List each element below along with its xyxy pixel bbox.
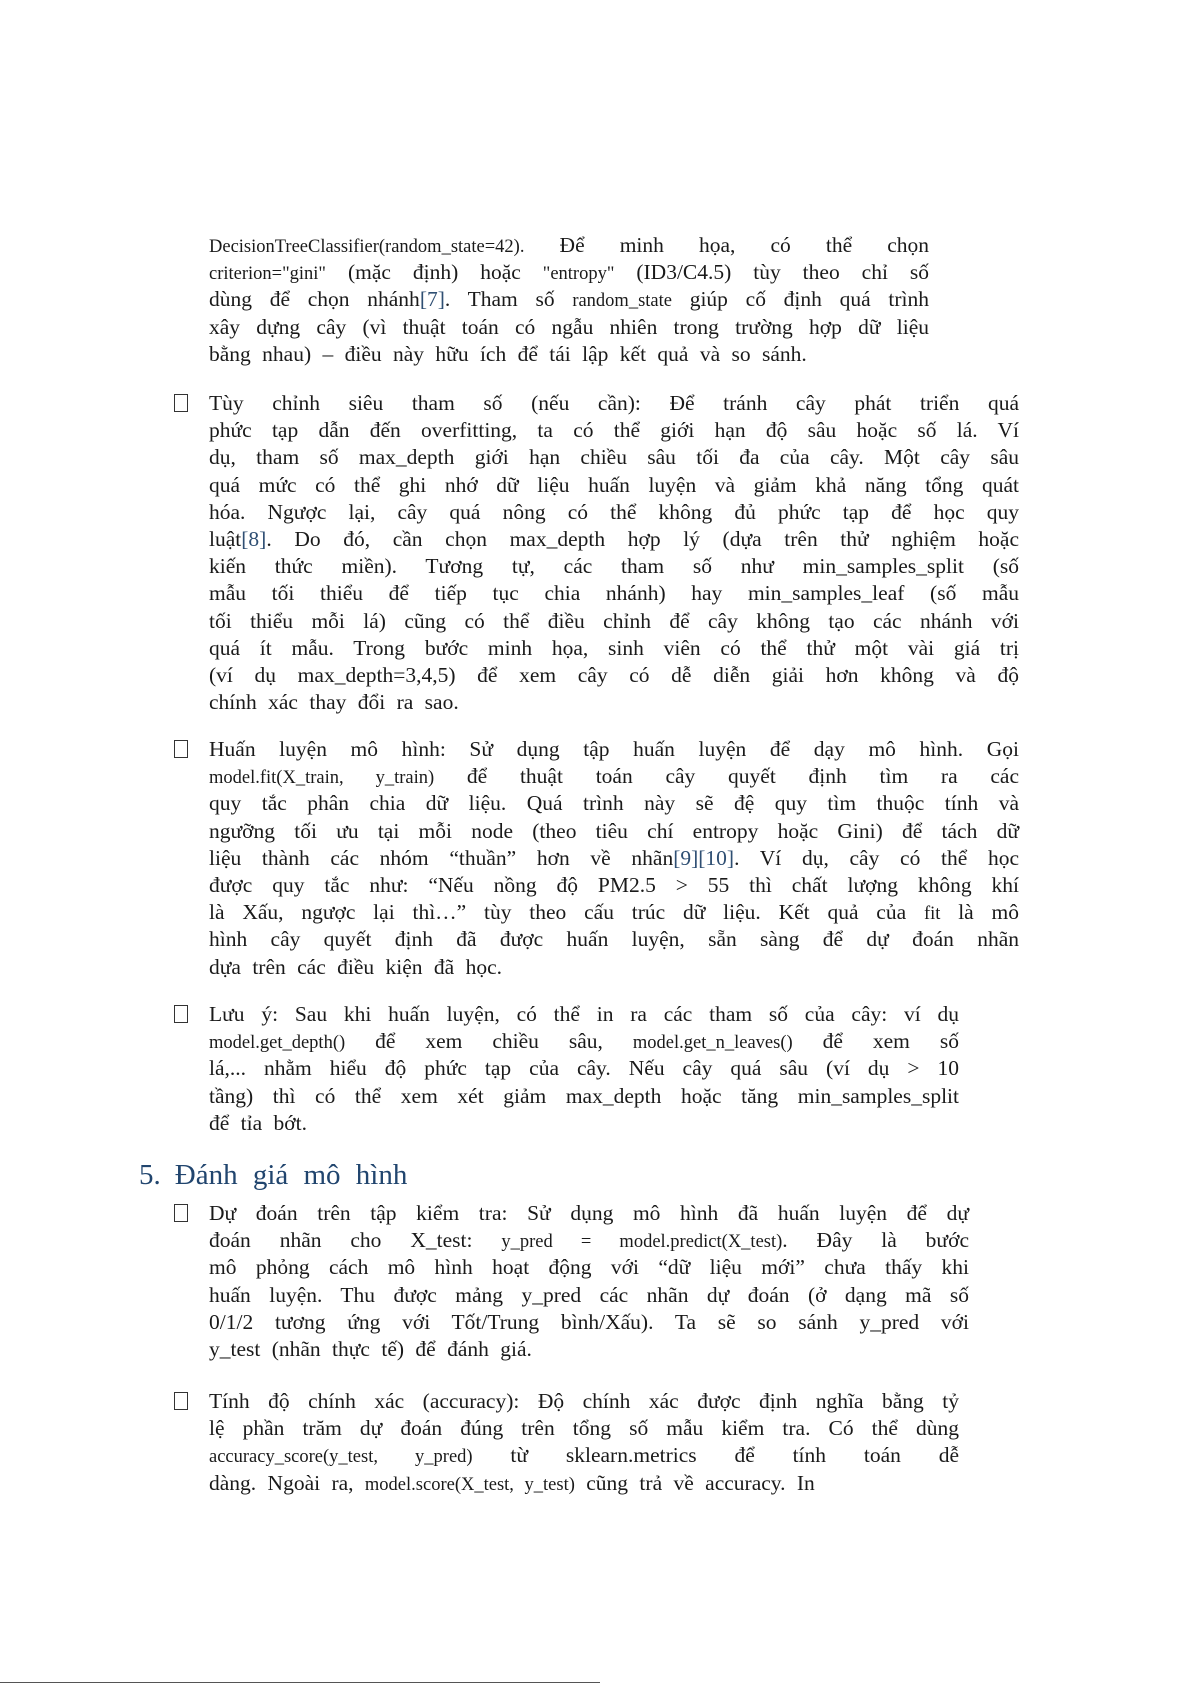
inline-code: model.get_n_leaves() — [632, 1033, 793, 1054]
text-line — [209, 1336, 969, 1363]
citation-link[interactable]: [9][10] — [673, 845, 735, 870]
text-line — [209, 341, 929, 368]
inline-code: model.score(X_test, y_test) — [364, 1474, 575, 1495]
text-line — [209, 390, 1019, 417]
bullet-marker-icon — [174, 1392, 188, 1410]
text-run: quy tắc phân chia dữ liệu. Quá trình này sẽ đệ quy tìm thuộc tính và — [209, 791, 1019, 816]
inline-code: criterion="gini" — [209, 264, 326, 285]
text-run: . Tham số — [444, 287, 573, 312]
inline-code: "entropy" — [542, 264, 615, 285]
text-run: để thuật toán cây quyết định tìm ra các — [434, 764, 1020, 789]
text-line — [209, 1309, 969, 1336]
text-run: y_test (nhãn thực tế) để đánh giá. — [209, 1336, 532, 1361]
text-line — [209, 954, 1019, 981]
text-line — [209, 580, 1019, 607]
text-run: . Đây là bước — [782, 1228, 969, 1253]
text-run: Dự đoán trên tập kiểm tra: Sử dụng mô hình đã huấn luyện để dự — [209, 1201, 969, 1225]
text-line — [209, 662, 1019, 689]
inline-code: accuracy_score(y_test, y_pred) — [209, 1447, 473, 1468]
text-line — [209, 608, 1019, 635]
text-run: phức tạp dẫn đến overfitting, ta có thể giới hạn độ sâu hoặc số lá. Ví — [209, 418, 1019, 443]
text-line — [209, 232, 929, 259]
text-run: tối thiểu mỗi lá) cũng có thể điều chỉnh để cây không tạo các nhánh với — [209, 608, 1019, 633]
section-number: 5. — [139, 1159, 161, 1191]
text-run: (ID3/C4.5) tùy theo chỉ số — [614, 260, 929, 285]
text-line — [209, 553, 1019, 580]
text-run: Huấn luyện mô hình: Sử dụng tập huấn luyện để dạy mô hình. Gọi — [209, 737, 1019, 761]
text-line — [209, 1110, 959, 1137]
text-run: luật — [209, 526, 242, 551]
text-line — [209, 1227, 969, 1254]
text-line — [209, 286, 929, 313]
text-run: lá,... nhằm hiểu độ phức tạp của cây. Nếu cây quá sâu (ví dụ > 10 — [209, 1056, 959, 1081]
text-run: quá mức có thể ghi nhớ dữ liệu huấn luyện và giảm khả năng tổng quát — [209, 472, 1019, 497]
paragraph-accuracy — [209, 1388, 959, 1497]
text-run: giúp cố định quá trình — [671, 287, 929, 312]
text-line — [209, 736, 1019, 763]
paragraph-note — [209, 1001, 959, 1137]
text-line — [209, 1442, 959, 1469]
text-run: Lưu ý: Sau khi huấn luyện, có thể in ra các tham số của cây: ví dụ — [209, 1002, 959, 1026]
text-line — [209, 926, 1019, 953]
text-line — [209, 689, 1019, 716]
text-line — [209, 635, 1019, 662]
text-run: liệu thành các nhóm “thuần” hơn về nhãn — [209, 845, 674, 870]
text-run: bằng nhau) – điều này hữu ích để tái lập kết quả và so sánh. — [209, 341, 807, 366]
text-run: tầng) thì có thể xem xét giảm max_depth hoặc tăng min_samples_split — [209, 1083, 959, 1108]
text-line — [209, 526, 1019, 553]
text-run: Tính độ chính xác (accuracy): Độ chính xác được định nghĩa bằng tỷ — [209, 1389, 959, 1413]
text-run: là Xấu, ngược lại thì…” tùy theo cấu trúc dữ liệu. Kết quả của — [209, 900, 924, 925]
text-line — [209, 472, 1019, 499]
text-run: lệ phần trăm dự đoán đúng trên tổng số mẫu kiểm tra. Có thể dùng — [209, 1416, 959, 1441]
bullet-marker-icon — [174, 1005, 188, 1023]
text-line — [209, 1415, 959, 1442]
inline-code: random_state — [572, 291, 672, 312]
text-run: dựa trên các điều kiện đã học. — [209, 954, 502, 979]
text-line — [209, 417, 1019, 444]
text-line — [209, 444, 1019, 471]
text-run: Để minh họa, có thể chọn — [524, 233, 929, 257]
text-run: mẫu tối thiểu để tiếp tục chia nhánh) hay min_samples_leaf (số mẫu — [209, 581, 1019, 606]
text-line — [209, 499, 1019, 526]
bullet-marker-icon — [174, 1204, 188, 1222]
text-line — [209, 845, 1019, 872]
text-line — [209, 790, 1019, 817]
text-run: quá ít mẫu. Trong bước minh họa, sinh viên có thể thử một vài giá trị — [209, 635, 1019, 660]
text-run: . Ví dụ, cây có thể học — [734, 845, 1019, 870]
inline-code: model.get_depth() — [209, 1033, 346, 1054]
paragraph-intro — [209, 232, 929, 368]
text-line — [209, 1200, 969, 1227]
paragraph-hyperparameters — [209, 390, 1019, 716]
text-run: dàng. Ngoài ra, — [209, 1470, 365, 1495]
text-run: (ví dụ max_depth=3,4,5) để xem cây có dễ diễn giải hơn không và độ — [209, 662, 1019, 687]
text-line — [209, 872, 1019, 899]
text-line — [209, 1282, 969, 1309]
text-run: dùng để chọn nhánh — [209, 287, 420, 312]
text-line — [209, 1388, 959, 1415]
text-run: . Do đó, cần chọn max_depth hợp lý (dựa trên thử nghiệm hoặc — [266, 526, 1019, 551]
text-run: từ sklearn.metrics để tính toán dễ — [472, 1443, 959, 1468]
paragraph-training — [209, 736, 1019, 981]
text-run: mô phỏng cách mô hình hoạt động với “dữ liệu mới” chưa thấy khi — [209, 1255, 969, 1280]
text-run: đoán nhãn cho X_test: — [209, 1228, 502, 1253]
text-run: ngưỡng tối ưu tại mỗi node (theo tiêu chí entropy hoặc Gini) để tách dữ — [209, 818, 1019, 843]
text-run: để tỉa bớt. — [209, 1110, 307, 1135]
inline-code: DecisionTreeClassifier(random_state=42). — [209, 237, 525, 257]
text-run: chính xác thay đổi ra sao. — [209, 690, 459, 715]
footnote-divider — [0, 1682, 600, 1683]
text-run: cũng trả về accuracy. In — [574, 1470, 815, 1495]
text-line — [209, 314, 929, 341]
paragraph-predict — [209, 1200, 969, 1363]
text-run: huấn luyện. Thu được mảng y_pred các nhãn dự đoán (ở dạng mã số — [209, 1282, 969, 1307]
text-line — [209, 818, 1019, 845]
bullet-marker-icon — [174, 740, 188, 758]
text-run: Tùy chỉnh siêu tham số (nếu cần): Để tránh cây phát triển quá — [209, 391, 1019, 415]
text-line — [209, 899, 1019, 926]
text-line — [209, 1083, 959, 1110]
inline-code: model.fit(X_train, y_train) — [209, 768, 435, 789]
inline-code: fit — [923, 904, 941, 925]
text-run: dụ, tham số max_depth giới hạn chiều sâu tối đa của cây. Một cây sâu — [209, 445, 1019, 470]
text-run: 0/1/2 tương ứng với Tốt/Trung bình/Xấu). Ta sẽ so sánh y_pred với — [209, 1309, 969, 1334]
text-line — [209, 1055, 959, 1082]
citation-link[interactable]: [7] — [419, 287, 445, 312]
section-title: Đánh giá mô hình — [174, 1159, 408, 1191]
bullet-marker-icon — [174, 394, 188, 412]
text-run: để xem số — [792, 1029, 959, 1054]
text-line — [209, 1001, 959, 1028]
text-line — [209, 1470, 959, 1497]
text-line — [209, 1254, 969, 1281]
text-run: (mặc định) hoặc — [325, 260, 543, 285]
text-line — [209, 259, 929, 286]
text-run: để xem chiều sâu, — [345, 1029, 633, 1054]
inline-code: y_pred = model.predict(X_test) — [501, 1232, 783, 1253]
citation-link[interactable]: [8] — [241, 526, 267, 551]
section-heading — [139, 1157, 407, 1193]
text-run: hình cây quyết định đã được huấn luyện, sẵn sàng để dự đoán nhãn — [209, 927, 1019, 952]
text-line — [209, 763, 1019, 790]
text-line — [209, 1028, 959, 1055]
text-run: hóa. Ngược lại, cây quá nông có thể không đủ phức tạp để học quy — [209, 499, 1019, 524]
text-run: là mô — [940, 900, 1019, 925]
text-run: kiến thức miền). Tương tự, các tham số như min_samples_split (số — [209, 554, 1019, 579]
text-run: được quy tắc như: “Nếu nồng độ PM2.5 > 55 thì chất lượng không khí — [209, 872, 1019, 897]
text-run: xây dựng cây (vì thuật toán có ngẫu nhiên trong trường hợp dữ liệu — [209, 314, 929, 339]
